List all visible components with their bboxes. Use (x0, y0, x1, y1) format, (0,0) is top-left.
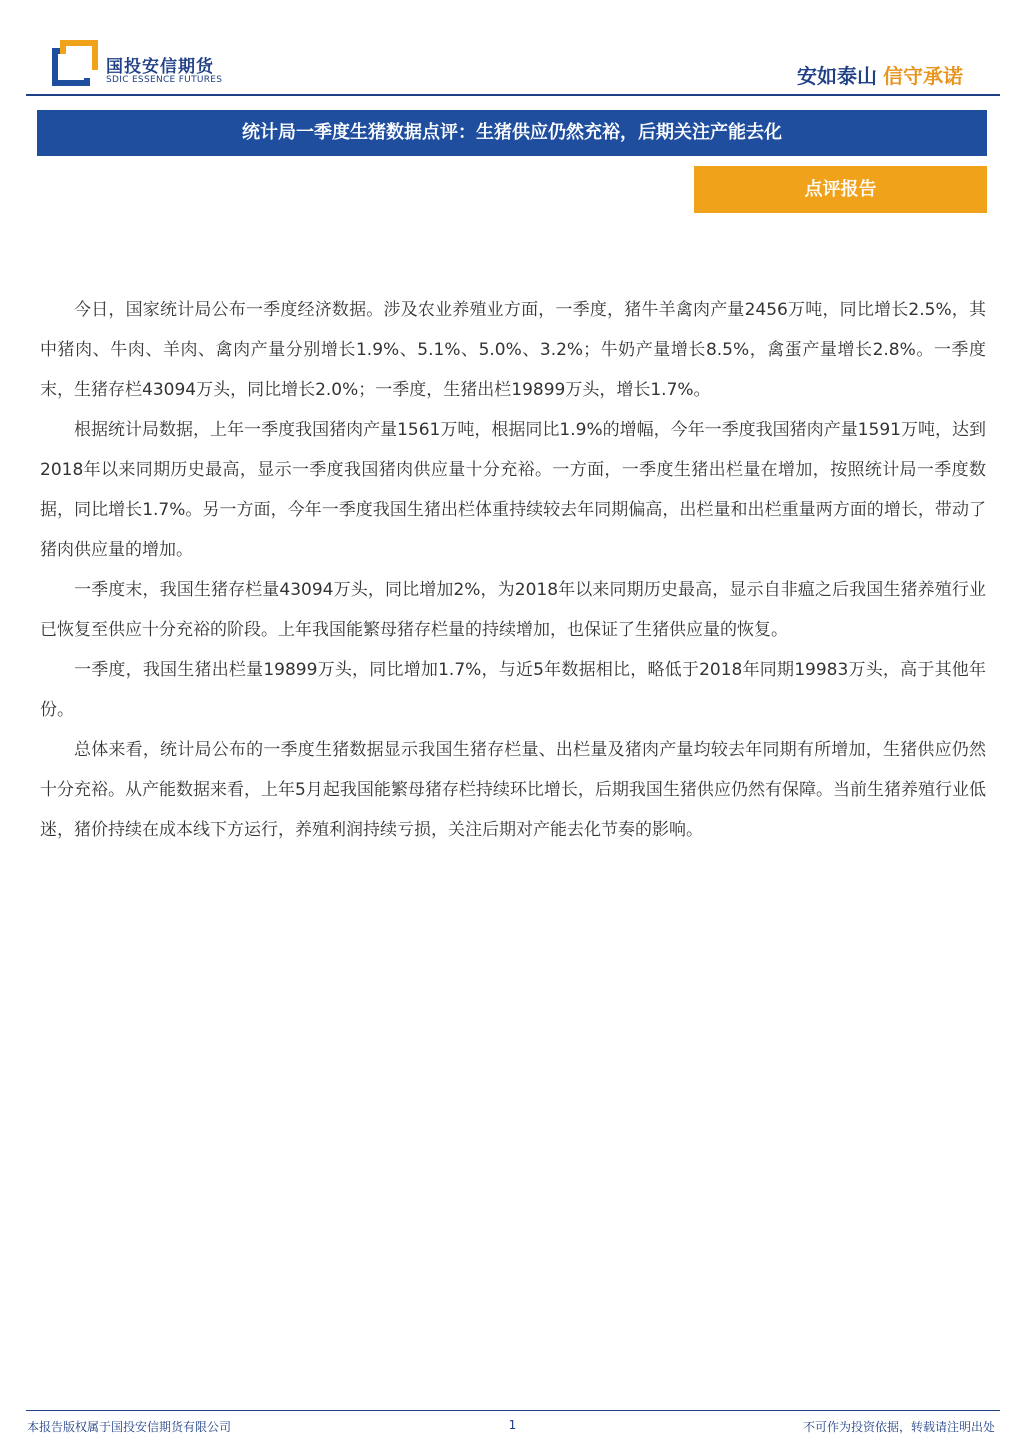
slogan-part2: 信守承诺 (883, 64, 963, 88)
paragraph-5: 总体来看，统计局公布的一季度生猪数据显示我国生猪存栏量、出栏量及猪肉产量均较去年同期有所增加，生猪供应仍然十分充裕。从产能数据来看，上年5月起我国能繁母猪存栏持续环比增长，后期我国生猪供应仍然有保障。当前生猪养殖行业低迷，猪价持续在成本线下方运行，养殖利润持续亏损，关注后期对产能去化节奏的影响。 (40, 740, 986, 840)
paragraph-1: 今日，国家统计局公布一季度经济数据。涉及农业养殖业方面，一季度，猪牛羊禽肉产量2456万吨，同比增长2.5%，其中猪肉、牛肉、羊肉、禽肉产量分别增长1.9%、5.1%、5.0%、3.2%；牛奶产量增长8.5%，禽蛋产量增长2.8%。一季度末，生猪存栏43094万头，同比增长2.0%；一季度，生猪出栏19899万头，增长1.7%。 (40, 300, 986, 400)
copyright-notice: 本报告版权属于国投安信期货有限公司 (27, 1420, 232, 1434)
page-header (0, 0, 1025, 100)
header-divider (26, 94, 1000, 96)
footer-divider (26, 1410, 1000, 1411)
sdic-logo-icon (52, 40, 98, 86)
company-name-cn: 国投安信期货 (106, 57, 214, 77)
slogan-part1: 安如泰山 (797, 64, 877, 88)
disclaimer-notice: 不可作为投资依据，转载请注明出处 (802, 1420, 995, 1434)
paragraph-3: 一季度末，我国生猪存栏量43094万头，同比增加2%，为2018年以来同期历史最高，显示自非瘟之后我国生猪养殖行业已恢复至供应十分充裕的阶段。上年我国能繁母猪存栏量的持续增加，也保证了生猪供应量的恢复。 (40, 580, 986, 640)
report-body (40, 290, 986, 850)
paragraph-2: 根据统计局数据，上年一季度我国猪肉产量1561万吨，根据同比1.9%的增幅，今年一季度我国猪肉产量1591万吨，达到2018年以来同期历史最高，显示一季度我国猪肉供应量十分充裕。一方面，一季度生猪出栏量在增加，按照统计局一季度数据，同比增长1.7%。另一方面，今年一季度我国生猪出栏体重持续较去年同期偏高，出栏量和出栏重量两方面的增长，带动了猪肉供应量的增加。 (40, 420, 986, 560)
report-type-tag: 点评报告 (694, 166, 987, 213)
slogan (797, 60, 963, 89)
paragraph-4: 一季度，我国生猪出栏量19899万头，同比增加1.7%，与近5年数据相比，略低于2018年同期19983万头，高于其他年份。 (40, 660, 986, 720)
page-number: 1 (508, 1418, 517, 1432)
report-title: 统计局一季度生猪数据点评：生猪供应仍然充裕，后期关注产能去化 (37, 110, 987, 156)
company-name-en: SDIC ESSENCE FUTURES (106, 75, 223, 85)
